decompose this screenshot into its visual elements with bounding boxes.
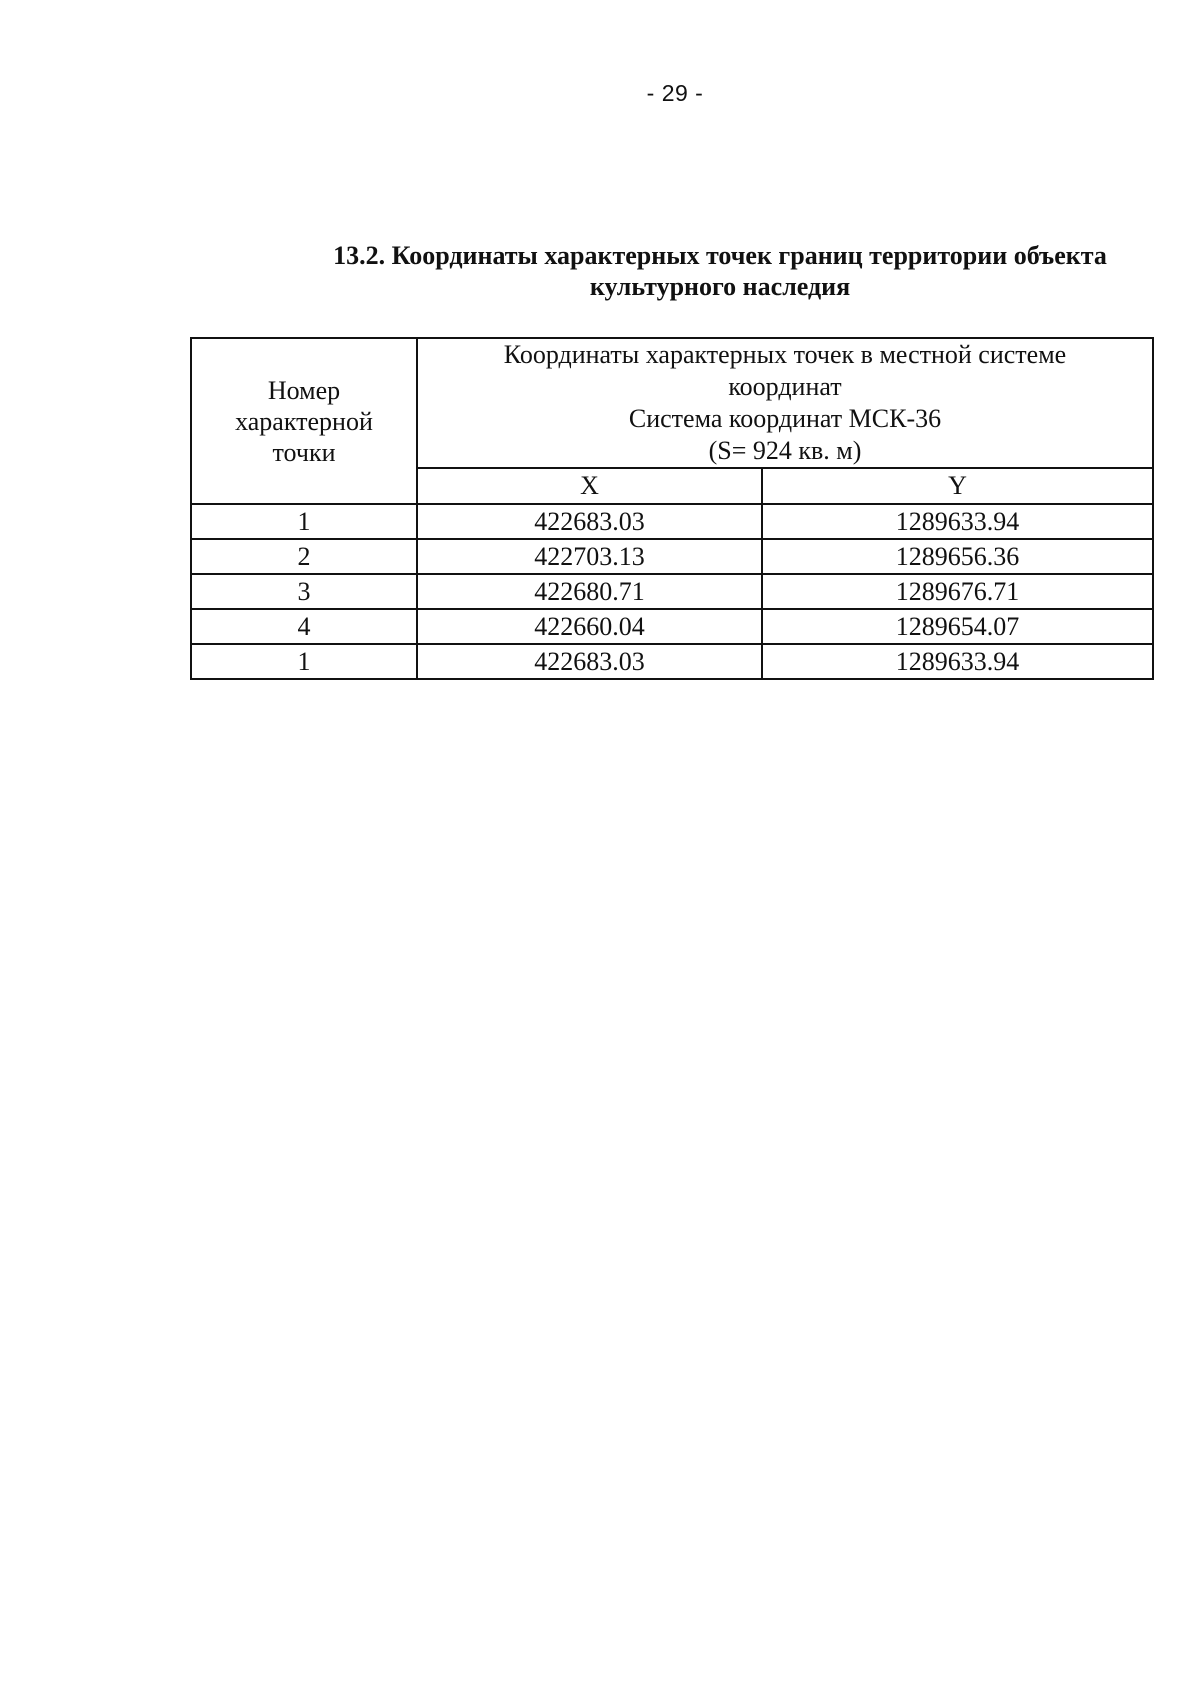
table-row: [191, 609, 1153, 644]
header-coordinates-line: (S= 924 кв. м): [708, 436, 862, 465]
header-coordinates-line: Система координат МСК-36: [628, 404, 942, 433]
table-row: [191, 539, 1153, 574]
x-value-cell: 422680.71: [417, 574, 762, 609]
table-header-row: [191, 338, 1153, 468]
y-value-cell: 1289633.94: [762, 644, 1153, 679]
section-title: [280, 240, 1160, 302]
page-number: - 29 -: [646, 80, 704, 106]
y-value-cell: 1289633.94: [762, 504, 1153, 539]
header-point-line: Номер: [267, 375, 341, 405]
header-x: X: [417, 468, 762, 504]
y-value-cell: 1289654.07: [762, 609, 1153, 644]
section-title-line-2: культурного наследия: [589, 272, 851, 301]
header-coordinates-line: Координаты характерных точек в местной системе: [503, 340, 1067, 369]
point-number-cell: 2: [191, 539, 417, 574]
header-coordinates: [417, 338, 1153, 468]
coordinates-table: [190, 337, 1154, 680]
point-number-cell: 1: [191, 644, 417, 679]
x-value-cell: 422683.03: [417, 504, 762, 539]
y-value-cell: 1289676.71: [762, 574, 1153, 609]
x-value-cell: 422703.13: [417, 539, 762, 574]
table-row: [191, 574, 1153, 609]
point-number-cell: 1: [191, 504, 417, 539]
header-point-line: характерной: [235, 406, 373, 436]
point-number-cell: 3: [191, 574, 417, 609]
point-number-cell: 4: [191, 609, 417, 644]
header-y: Y: [762, 468, 1153, 504]
y-value-cell: 1289656.36: [762, 539, 1153, 574]
x-value-cell: 422683.03: [417, 644, 762, 679]
table-row: [191, 504, 1153, 539]
x-value-cell: 422660.04: [417, 609, 762, 644]
header-point-line: точки: [272, 437, 336, 467]
table-row: [191, 644, 1153, 679]
header-coordinates-line: координат: [728, 372, 842, 401]
section-title-line-1: 13.2. Координаты характерных точек границ территории объекта: [333, 241, 1107, 270]
header-point-number: [191, 338, 417, 504]
